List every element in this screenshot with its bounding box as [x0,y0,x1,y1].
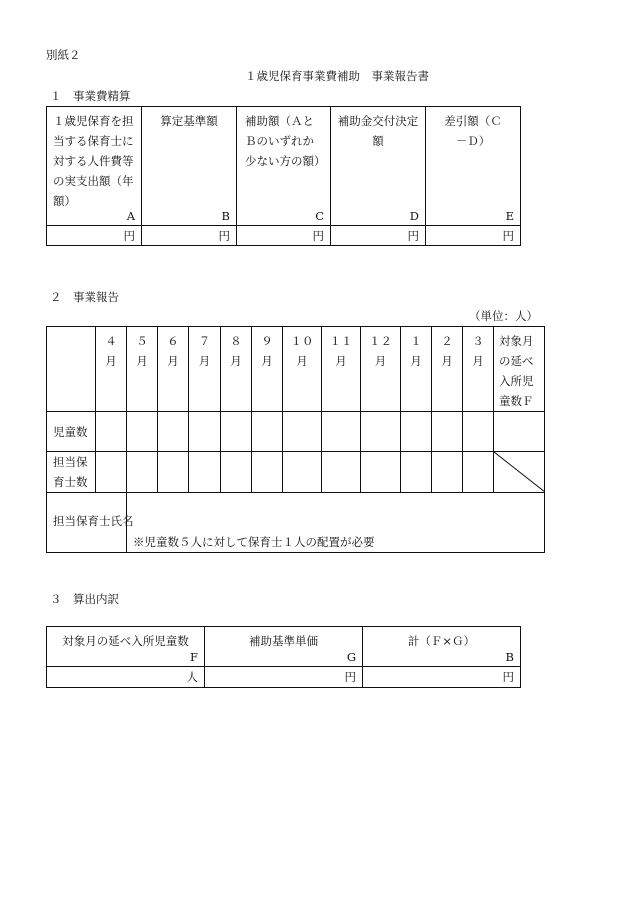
amount-cell-b[interactable] [142,226,237,246]
month-suffix: 月 [296,354,308,368]
staff-names-row [47,493,545,553]
input-cell[interactable] [127,452,158,493]
month-num: ８ [230,334,242,348]
row-label-staff [47,452,96,493]
col-total [363,627,521,667]
col-actual-expense [47,107,142,226]
month-suffix: 月 [374,354,387,368]
month-num: ９ [261,334,273,348]
col-letter: C [315,209,324,223]
diagonal-line [494,452,545,492]
col-letter: E [505,209,514,223]
col-decided-amount [331,107,426,226]
month-num: ６ [167,334,179,348]
unit-label: 円 [218,228,230,243]
month-col [361,327,401,412]
input-cell[interactable] [283,452,322,493]
month-col [96,327,127,412]
month-col [432,327,463,412]
col-label: 補助基準単価 [249,634,318,648]
month-col [252,327,283,412]
value-cell-total[interactable] [363,667,521,688]
month-suffix: 月 [261,354,273,368]
unit-label: 人 [186,670,198,684]
month-num: １０ [290,334,314,348]
month-col [158,327,189,412]
unit-label: 円 [407,228,419,243]
unit-label: 円 [344,670,356,684]
month-suffix: 月 [167,354,179,368]
input-cell[interactable] [252,412,283,452]
header-blank-cell [47,327,96,412]
input-cell[interactable] [189,412,221,452]
section1-heading: １ 事業費精算 [50,89,131,103]
month-header-row [47,327,545,412]
month-col [283,327,322,412]
value-cell-f[interactable] [47,667,205,688]
col-subsidy-amount [237,107,331,226]
col-letter: G [346,650,356,664]
input-cell[interactable] [158,452,189,493]
month-num: １１ [329,334,353,348]
col-label: 計（Ｆ×Ｇ） [407,634,476,648]
business-report-table [46,326,545,553]
input-cell[interactable] [432,412,463,452]
month-num: １２ [369,334,392,348]
month-suffix: 月 [136,354,148,368]
calculation-table [46,626,521,688]
col-label: 算定基準額 [160,114,218,128]
input-cell[interactable] [361,452,401,493]
input-cell[interactable] [96,412,127,452]
input-cell[interactable] [432,452,463,493]
staff-ratio-note: ※児童数５人に対して保育士１人の配置が必要 [133,535,375,549]
col-label: 補助額（ＡとＢのいずれか少ない方の額） [245,114,326,168]
input-cell[interactable] [322,452,361,493]
children-row [47,412,545,452]
input-cell[interactable] [361,412,401,452]
amount-cell-a[interactable] [47,226,142,246]
col-standard-amount [142,107,237,226]
unit-label: 円 [123,228,135,243]
attachment-label: 別紙２ [46,48,81,62]
month-suffix: 月 [472,354,484,368]
month-num: ２ [441,334,453,348]
month-suffix: 月 [410,354,422,368]
total-col-header [494,327,545,412]
unit-note: （単位：人） [469,309,538,323]
col-difference [426,107,521,226]
value-cell-g[interactable] [205,667,363,688]
input-cell[interactable] [221,452,252,493]
page-title: １歳児保育事業費補助 事業報告書 [245,69,429,83]
input-cell[interactable] [463,452,494,493]
row-label-staff-names: 担当保育士氏名 [47,493,127,553]
month-num: ４ [105,334,117,348]
month-num: ７ [198,334,211,348]
input-cell[interactable] [401,412,432,452]
col-letter: B [505,650,514,664]
input-cell[interactable] [127,412,158,452]
input-cell[interactable] [283,412,322,452]
input-cell[interactable] [158,412,189,452]
month-suffix: 月 [441,354,453,368]
col-letter: A [126,209,135,223]
month-col [189,327,221,412]
staff-names-input[interactable] [127,493,545,553]
month-col [221,327,252,412]
section2-heading: ２ 事業報告 [50,290,119,304]
month-suffix: 月 [230,354,242,368]
month-num: ３ [472,334,484,348]
input-cell[interactable] [96,452,127,493]
month-col [322,327,361,412]
col-label: 補助金交付決定額 [337,114,419,148]
col-label: １歳児保育を担当する保育士に対する人件費等の実支出額（年額） [53,114,134,208]
amount-cell-d[interactable] [331,226,426,246]
input-cell[interactable] [189,452,221,493]
amount-cell-e[interactable] [426,226,521,246]
input-cell[interactable] [221,412,252,452]
input-cell[interactable] [401,452,432,493]
month-suffix: 月 [198,354,211,368]
month-num: ５ [136,334,148,348]
col-letter: D [409,209,419,223]
col-letter: B [221,209,230,223]
month-num: １ [410,334,422,348]
expense-settlement-table [46,106,521,246]
unit-label: 円 [312,228,324,243]
total-col-label: 対象月の延べ入所児童数Ｆ [499,334,534,408]
section3-heading: ３ 算出内訳 [50,592,119,606]
col-label: 差引額（Ｃ－Ｄ） [444,114,502,148]
input-cell[interactable] [463,412,494,452]
diagonal-struck-cell [494,452,545,493]
unit-label: 円 [502,670,514,684]
col-unit-price [205,627,363,667]
month-suffix: 月 [335,354,347,368]
month-col [463,327,494,412]
col-letter: F [190,650,198,664]
month-suffix: 月 [105,354,117,368]
col-total-children [47,627,205,667]
input-cell-total[interactable] [494,412,545,452]
input-cell[interactable] [322,412,361,452]
input-cell[interactable] [252,452,283,493]
month-col [127,327,158,412]
month-col [401,327,432,412]
unit-label: 円 [502,228,514,243]
row-label-text: 担当保育士数 [53,455,88,489]
row-label-children: 児童数 [47,412,96,452]
col-label: 対象月の延べ入所児童数 [62,634,189,648]
staff-row [47,452,545,493]
amount-cell-c[interactable] [237,226,331,246]
